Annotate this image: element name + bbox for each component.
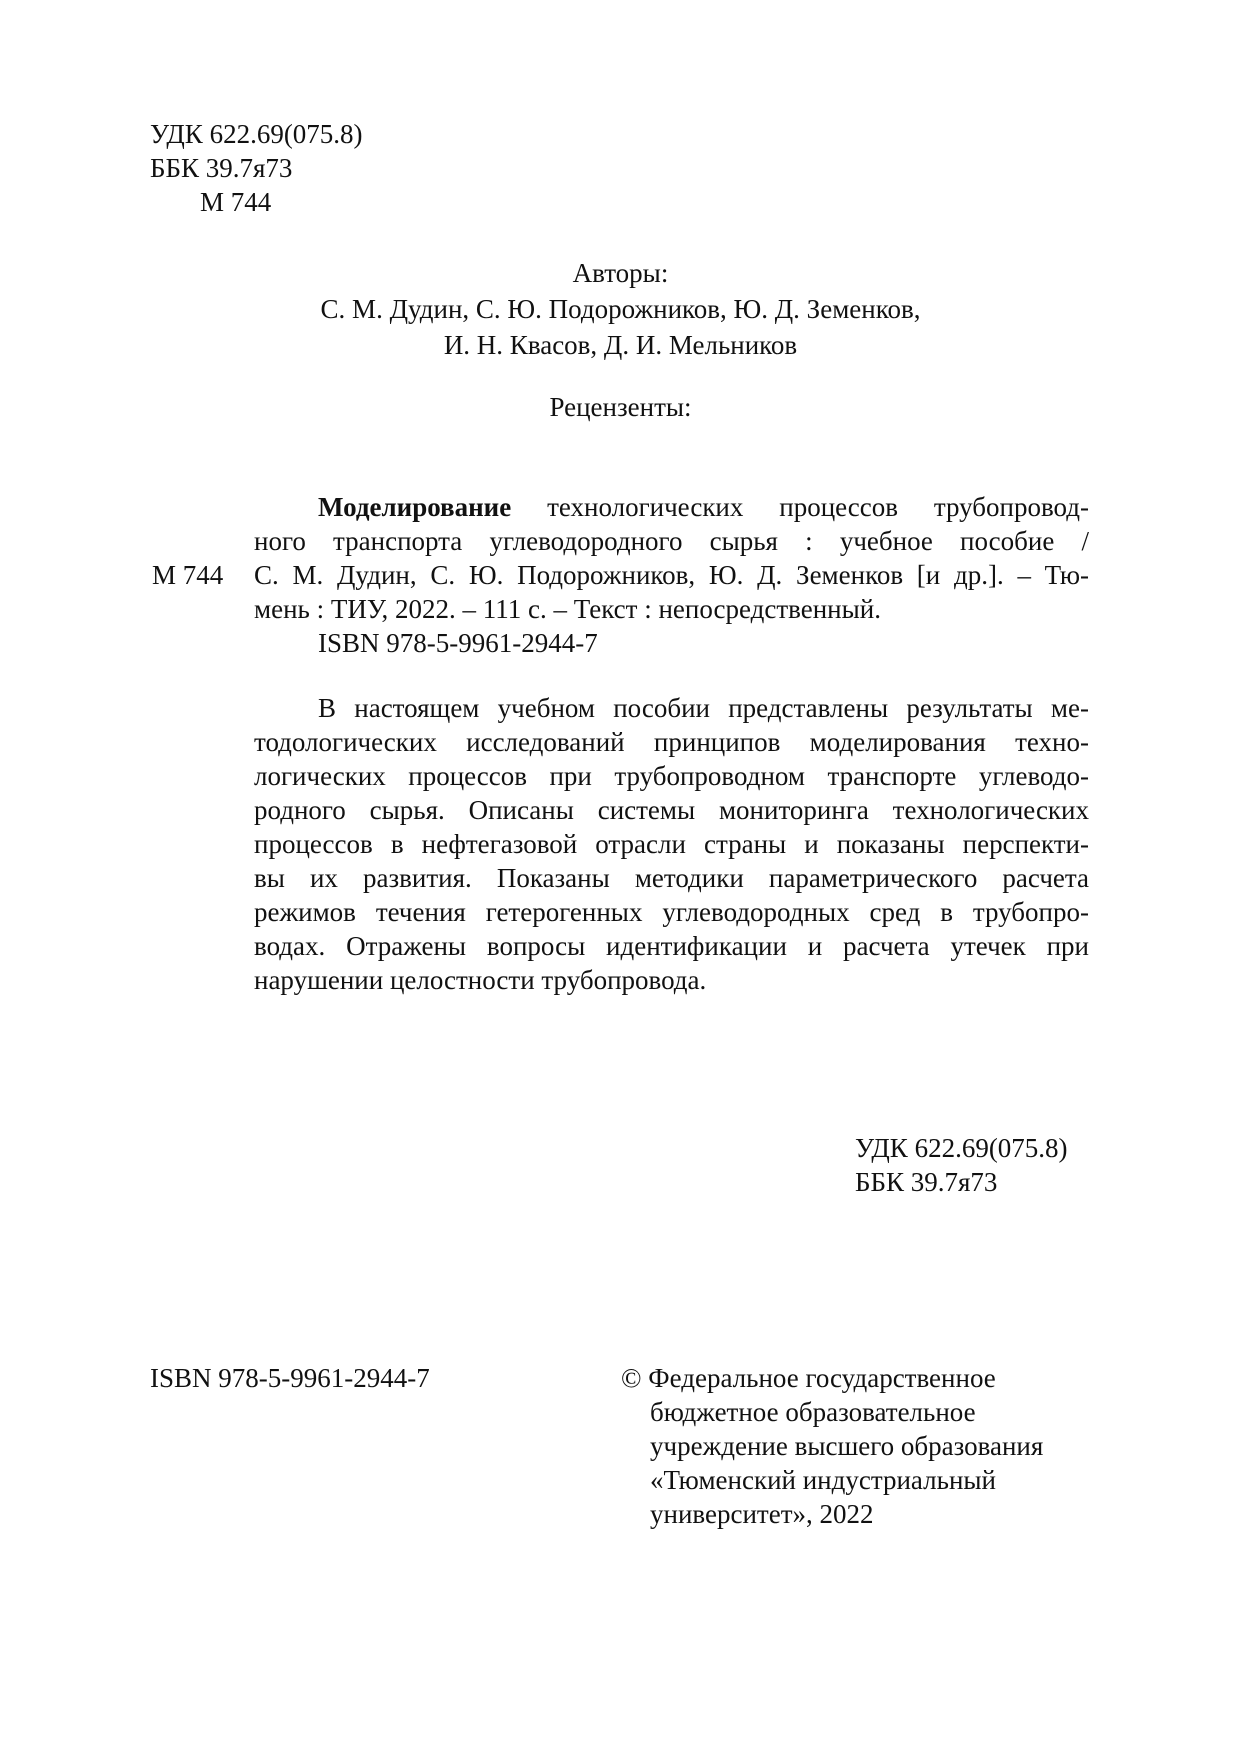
copyright-line-3: учреждение высшего образования (650, 1431, 1044, 1461)
copyright-notice (621, 1361, 1043, 1531)
abstract-line: нарушении целостности трубопровода. (254, 965, 707, 995)
abstract-line: вы их развития. Показаны методики параметрического расчета (254, 863, 1089, 893)
bibliographic-record (254, 490, 1089, 660)
abstract-line: логических процессов при трубопроводном транспорте углеводо- (254, 761, 1089, 791)
bib-line-4: мень : ТИУ, 2022. – 111 с. – Текст : непосредственный. (254, 594, 881, 624)
authors-heading: Авторы: (572, 258, 669, 288)
abstract-line: режимов течения гетерогенных углеводородных сред в трубопро- (254, 897, 1089, 927)
copyright-line-4: «Тюменский индустриальный (650, 1465, 996, 1495)
bbk-code: ББК 39.7я73 (855, 1167, 998, 1197)
bib-line-1-rest: технологических процессов трубопровод- (511, 492, 1089, 522)
copyright-line-1: © Федеральное государственное (621, 1363, 996, 1393)
bib-line-3: С. М. Дудин, С. Ю. Подорожников, Ю. Д. Земенков [и др.]. – Тю- (254, 560, 1089, 590)
abstract-line: В настоящем учебном пособии представлены результаты ме- (318, 693, 1089, 723)
reviewers-heading: Рецензенты: (549, 392, 692, 422)
udk-code: УДК 622.69(075.8) (855, 1133, 1068, 1163)
abstract-line: водах. Отражены вопросы идентификации и расчета утечек при (254, 931, 1089, 961)
classification-codes-top (150, 117, 363, 219)
copyright-line-5: университет», 2022 (650, 1499, 874, 1529)
copyright-line-2: бюджетное образовательное (650, 1397, 976, 1427)
reviewers-block (0, 390, 1241, 424)
bib-isbn: ISBN 978-5-9961-2944-7 (318, 628, 598, 658)
bibliographic-author-mark: М 744 (152, 560, 224, 590)
bib-line-1 (254, 490, 1089, 524)
bib-line-2: ного транспорта углеводородного сырья : учебное пособие / (254, 526, 1089, 556)
abstract-line: процессов в нефтегазовой отрасли страны и показаны перспекти- (254, 829, 1089, 859)
abstract (254, 691, 1089, 997)
bib-title: Моделирование (318, 492, 512, 522)
classification-codes-bottom (855, 1131, 1068, 1199)
udk-code: УДК 622.69(075.8) (150, 119, 363, 149)
authors-line-1: С. М. Дудин, С. Ю. Подорожников, Ю. Д. Земенков, (320, 294, 921, 324)
abstract-line: тодологических исследований принципов моделирования техно- (254, 727, 1089, 757)
authors-line-2: И. Н. Квасов, Д. И. Мельников (443, 330, 798, 360)
abstract-line: родного сырья. Описаны системы мониторинга технологических (254, 795, 1089, 825)
isbn-bottom (150, 1361, 430, 1395)
bbk-code: ББК 39.7я73 (150, 153, 293, 183)
authors-block (0, 255, 1241, 363)
author-mark: М 744 (200, 187, 272, 217)
isbn-number: ISBN 978-5-9961-2944-7 (150, 1363, 430, 1393)
